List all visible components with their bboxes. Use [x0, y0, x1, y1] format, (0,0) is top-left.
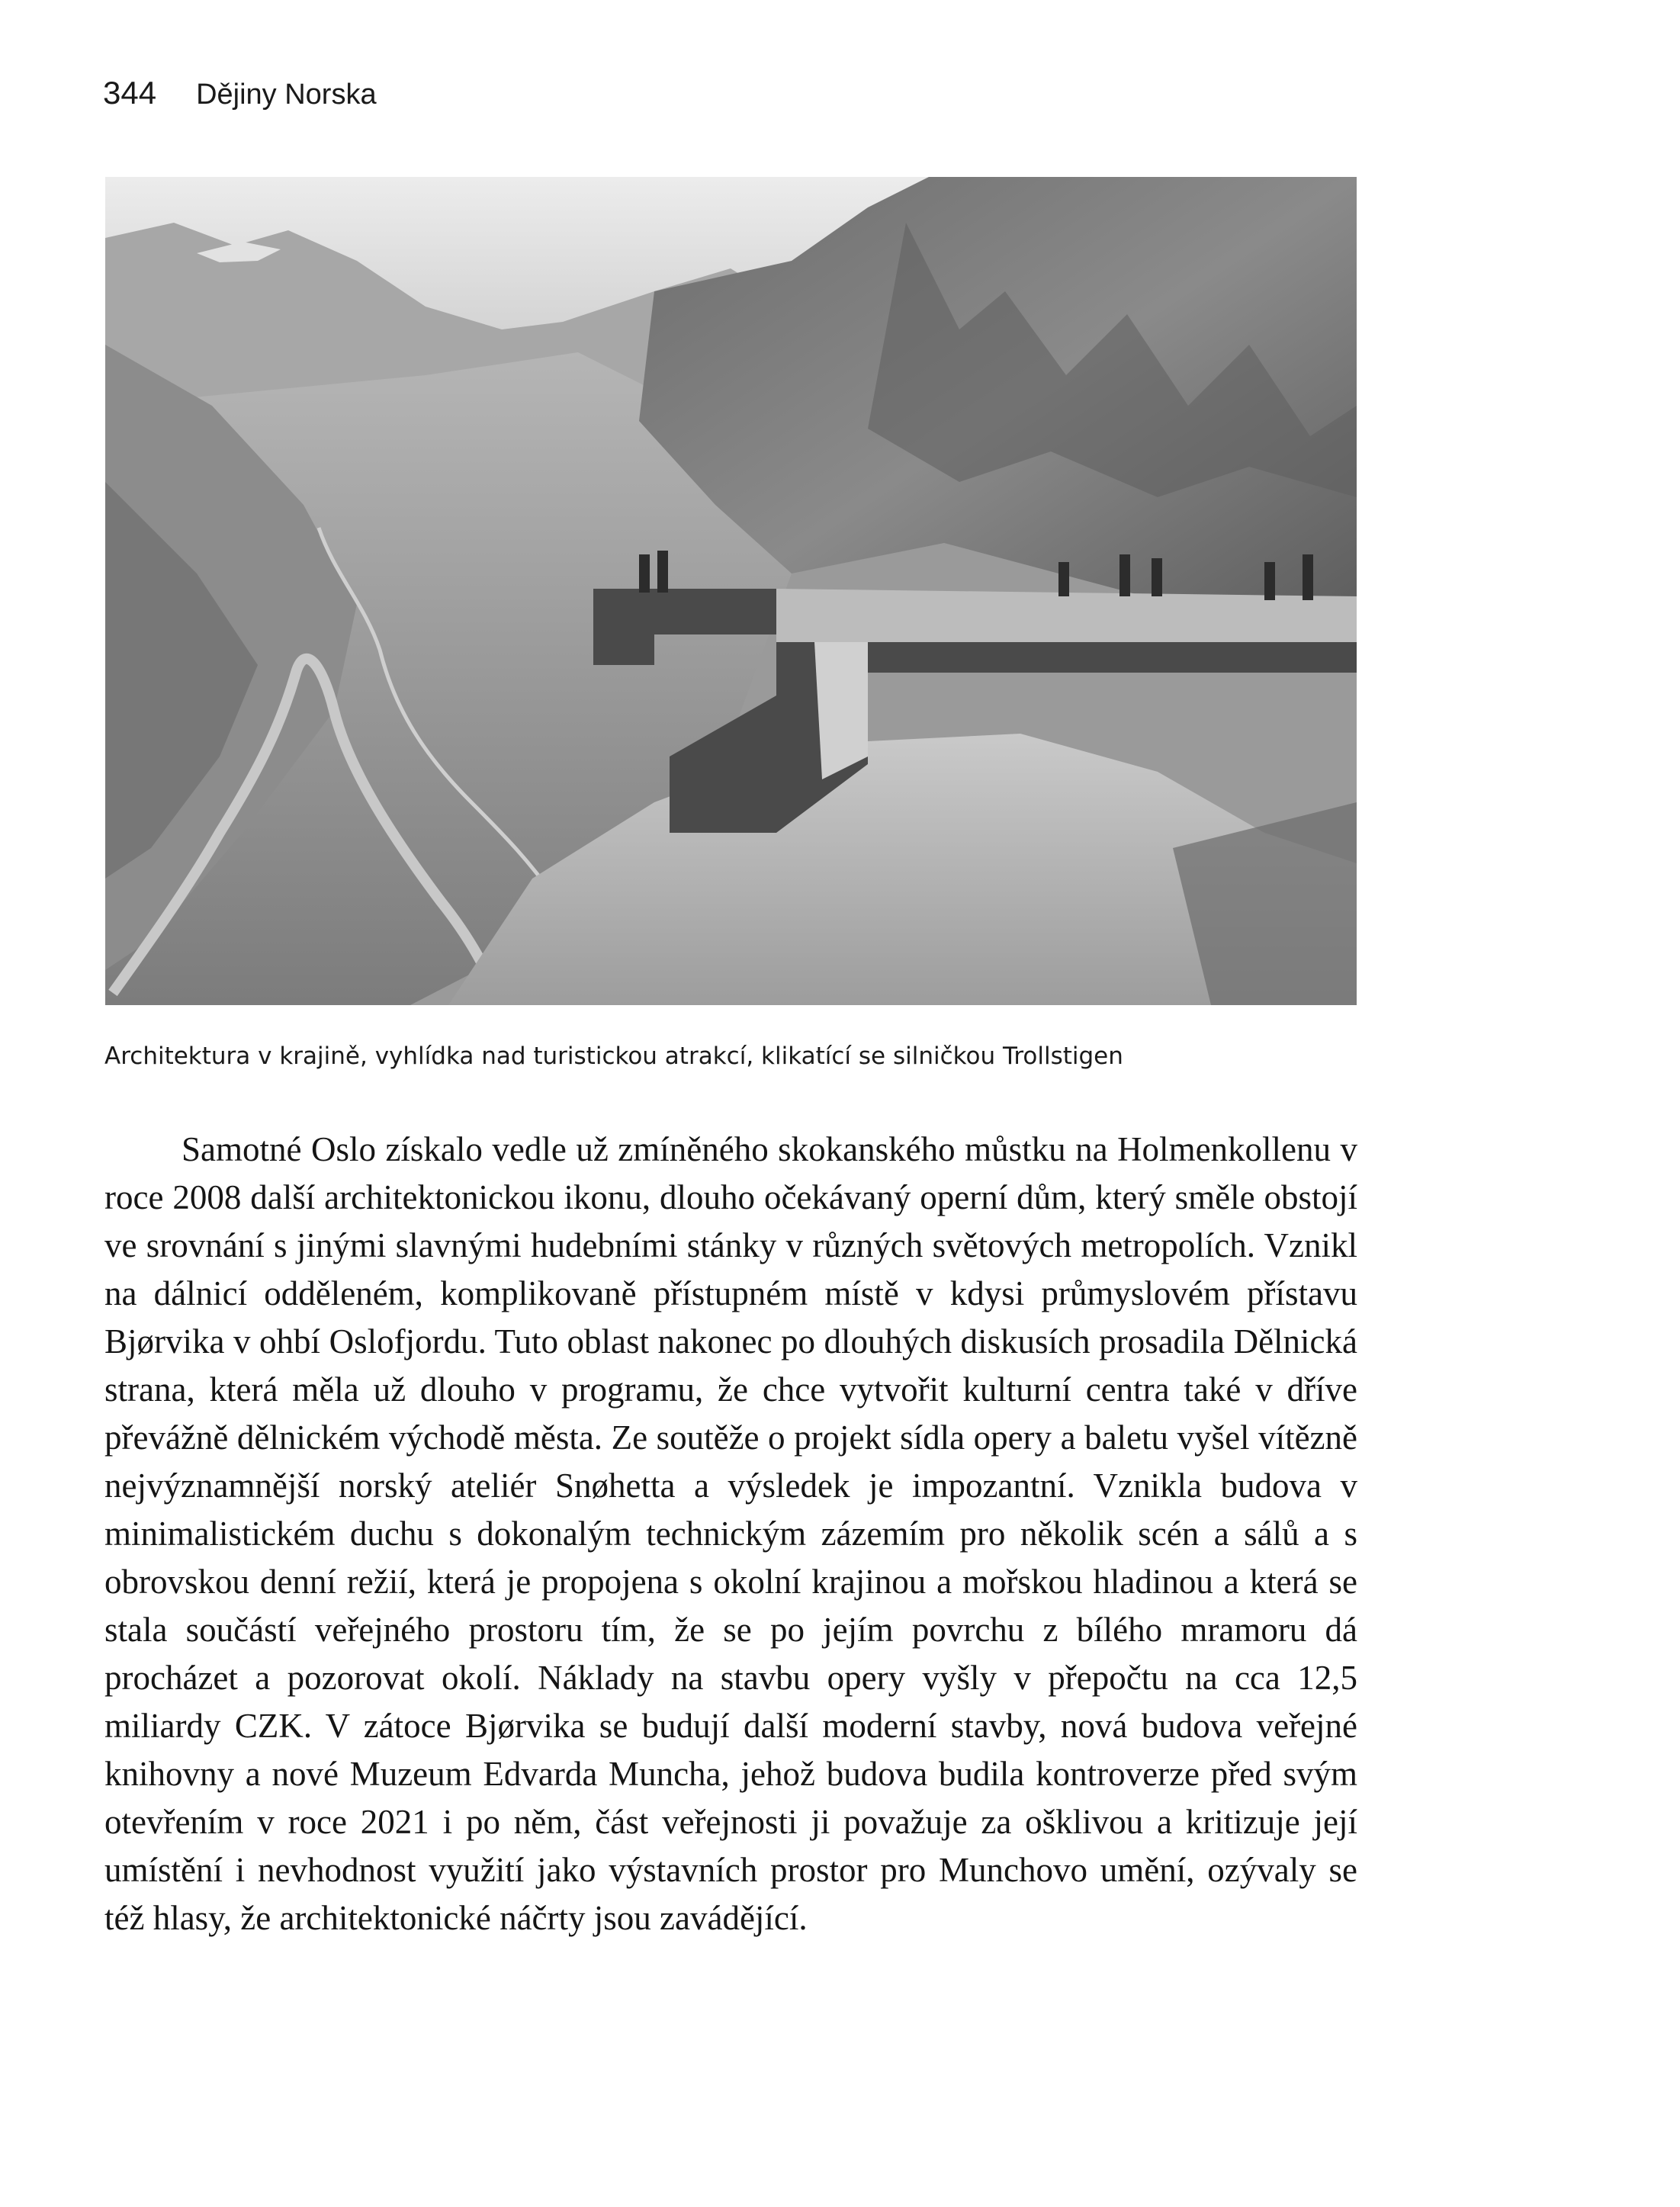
photo-caption: Architektura v krajině, vyhlídka nad turistickou atrakcí, klikatící se silničkou Trollstigen	[104, 1042, 1123, 1070]
book-title: Dějiny Norska	[196, 79, 377, 111]
running-head	[103, 75, 377, 120]
landscape-photo	[105, 177, 1357, 1005]
body-text	[104, 1126, 1357, 1942]
page-number: 344	[103, 75, 157, 111]
viewpoint-illustration	[105, 177, 1357, 1005]
body-paragraph: Samotné Oslo získalo vedle už zmíněného skokanského můstku na Holmenkollenu v roce 2008 další architektonickou ikonu, dlouho očekávaný operní dům, který směle obstojí ve srovnání s jinými slavnými hudebními stánky v různých světových metropolích. Vznikl na dálnicí odděleném, komplikovaně přístupném místě v kdysi průmyslovém přístavu Bjørvika v ohbí Oslofjordu. Tuto oblast nakonec po dlouhých diskusích prosadila Dělnická strana, která měla už dlouho v programu, že chce vytvořit kulturní centra také v dříve převážně dělnickém východě města. Ze soutěže o projekt sídla opery a baletu vyšel vítězně nejvýznamnější norský ateliér Snøhetta a výsledek je impozantní. Vznikla budova v minimalistickém duchu s dokonalým technickým zázemím pro několik scén a sálů a s obrovskou denní režií, která je propojena s okolní krajinou a mořskou hladinou a která se stala součástí veřejného prostoru tím, že se po jejím povrchu z bílého mramoru dá procházet a pozorovat okolí. Náklady na stavbu opery vyšly v přepočtu na cca 12,5 miliardy CZK. V zátoce Bjørvika se budují další moderní stavby, nová budova veřejné knihovny a nové Muzeum Edvarda Muncha, jehož budova budila kontroverze před svým otevřením v roce 2021 i po něm, část veřejnosti ji považuje za ošklivou a kritizuje její umístění i nevhodnost využití jako výstavních prostor pro Munchovo umění, ozývaly se též hlasy, že architektonické náčrty jsou zavádějící.	[104, 1130, 1357, 1937]
